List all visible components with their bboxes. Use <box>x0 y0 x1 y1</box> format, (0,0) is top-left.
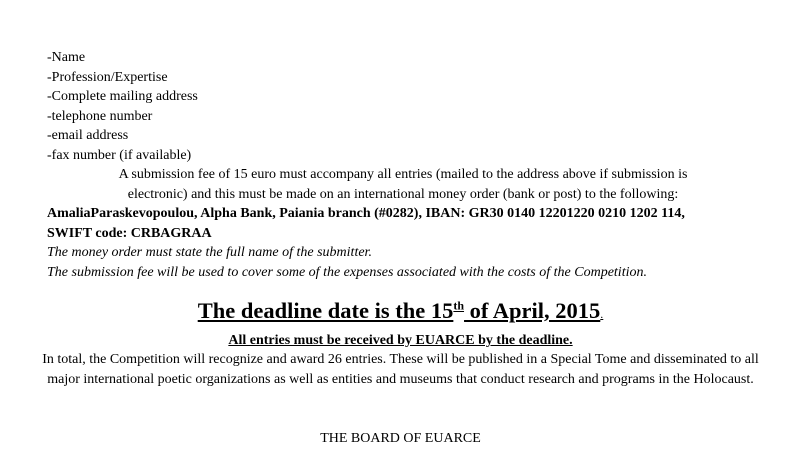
fee-line-1: A submission fee of 15 euro must accompany all entries (mailed to the address above if submission is <box>118 167 688 182</box>
fee-line-2: electronic) and this must be made on an international money order (bank or post) to the following: <box>127 186 679 202</box>
deadline-text-before: The deadline date is the 15 <box>197 298 454 323</box>
bank-details-line-2: SWIFT code: CRBAGRAA <box>47 225 212 241</box>
submission-fee-section <box>47 165 759 282</box>
requirement-item: -Complete mailing address <box>47 89 198 104</box>
deadline-text-after: of April, 2015 <box>464 298 601 323</box>
requirement-item: -fax number (if available) <box>47 147 192 163</box>
signature: THE BOARD OF EUARCE <box>320 431 481 446</box>
bank-details-line-1: AmaliaParaskevopoulou, Alpha Bank, Paiania branch (#0282), IBAN: GR30 0140 12201220 0210 1202 114, <box>47 206 685 221</box>
requirement-item: -Profession/Expertise <box>47 69 168 85</box>
deadline-heading <box>0 296 801 329</box>
money-order-note: The money order must state the full name of the submitter. <box>47 245 372 260</box>
deadline-period: . <box>600 307 604 321</box>
requirement-item: -telephone number <box>47 108 153 124</box>
total-paragraph: In total, the Competition will recognize and award 26 entries. These will be published in a Special Tome and disseminated to all major international poetic organizations as well as entities and museums that conduct research and programs in the Holocaust. <box>42 352 759 387</box>
requirement-item: -Name <box>47 50 86 65</box>
requirement-item: -email address <box>47 128 129 143</box>
requirements-list <box>47 48 198 165</box>
entries-notice: All entries must be received by EUARCE by the deadline. <box>228 333 573 348</box>
fee-usage-note: The submission fee will be used to cover some of the expenses associated with the costs of the Competition. <box>47 264 647 280</box>
deadline-superscript: th <box>453 298 465 313</box>
